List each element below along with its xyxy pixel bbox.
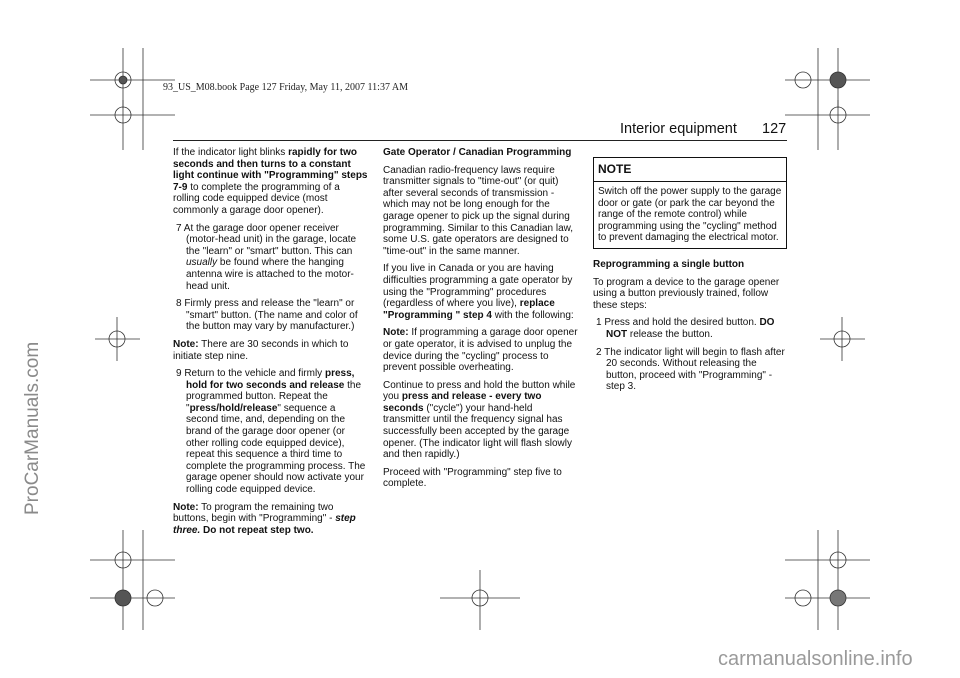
text: be found where the hanging antenna wire is attached to the motor-head unit. (186, 257, 354, 292)
text: If the indicator light blinks (173, 147, 289, 158)
emphasis: press, hold for two seconds and release (186, 368, 355, 391)
text: " sequence a second time, and, depending on the brand of the garage door opener (or other rolling code equipped device), repeat this sequence a third time to complete the programming process. The garage opener should now activate your rolling code equipped device. (186, 402, 366, 496)
column-middle (383, 147, 579, 496)
gate-operator-heading: Gate Operator / Canadian Programming (383, 147, 572, 158)
emphasis: DO NOT (606, 317, 775, 340)
emphasis: usually (186, 257, 218, 269)
emphasis: press/hold/release (189, 402, 278, 414)
paragraph: Proceed with "Programming" step five to complete. (383, 466, 562, 490)
paragraph: Canadian radio-frequency laws require transmitter signals to "time-out" (or quit) after several seconds of transmission - which may not be long enough for the garage opener to pick up the signal during programming. Similar to this Canadian law, some U.S. gate operators are designed to "time-out" in the same manner. (383, 164, 574, 257)
text: 9 Return to the vehicle and firmly (176, 368, 325, 380)
step-7 (173, 223, 369, 293)
emphasis: replace "Programming " step 4 (383, 298, 555, 321)
reprogramming-heading: Reprogramming a single button (593, 258, 745, 270)
emphasis: Do not repeat step two. (200, 524, 314, 536)
note-label: Note: (173, 338, 199, 350)
text: to complete the programming of a rolling code equipped device (most commonly a garage door opener). (173, 181, 340, 216)
text: Continue to press and hold the button while you (383, 379, 576, 403)
page-number: 127 (762, 121, 787, 137)
column-right (593, 157, 787, 399)
text: If you live in Canada or you are having difficulties programming a gate operator by using the "Programming" procedures (regardless of where you live), (383, 263, 573, 310)
paragraph: To program a device to the garage opener using a button previously trained, follow these steps: (593, 276, 780, 311)
step-8: 8 Firmly press and release the "learn" or "smart" button. (The name and color of the button may vary by manufacturer.) (176, 298, 358, 333)
emphasis: press and release - every two seconds (383, 391, 542, 414)
header-rule (173, 140, 787, 141)
note-1 (173, 339, 369, 362)
text: 1 Press and hold the desired button. (596, 317, 760, 329)
step-2: 2 The indicator light will begin to flash after 20 seconds. Without releasing the button, proceed with "Programming" - step 3. (596, 346, 785, 393)
section-title: Interior equipment (620, 121, 737, 137)
reprogramming-section (593, 259, 787, 393)
note-box (593, 157, 787, 249)
emphasis: rapidly for two seconds and then turns to a constant light continue with "Programming" steps 7-9 (173, 147, 368, 193)
side-watermark: ProCarManuals.com (22, 341, 43, 515)
text: There are 30 seconds in which to initiate step nine. (173, 338, 349, 362)
text: release the button. (627, 328, 713, 340)
column-left (173, 147, 369, 542)
note-2 (173, 502, 369, 537)
intro-paragraph (173, 147, 369, 217)
bottom-watermark: carmanualsonline.info (718, 648, 913, 670)
emphasis: step three. (173, 513, 356, 536)
note-box-text: Switch off the power supply to the garage door or gate (or park the car beyond the range of the remote control) while programming using the "cycling" method to prevent damaging the electrical motor. (598, 186, 782, 244)
step-9 (173, 368, 369, 496)
note-box-title: NOTE (594, 158, 786, 182)
text: 7 At the garage door opener receiver (motor-head unit) in the garage, locate the "learn" or "smart" button. This can (176, 222, 357, 257)
file-info: 93_US_M08.book Page 127 Friday, May 11, 2007 11:37 AM (163, 82, 408, 93)
text: To program the remaining two buttons, begin with "Programming" - (173, 501, 336, 525)
note (383, 327, 579, 373)
paragraph (383, 380, 579, 461)
note-label: Note: (173, 501, 199, 513)
paragraph (383, 263, 579, 321)
text: with the following: (491, 309, 574, 321)
step-1 (593, 317, 787, 340)
text: If programming a garage door opener or gate operator, it is advised to unplug the device during the "cycling" process to prevent possible overheating. (383, 327, 578, 374)
note-label: Note: (383, 327, 409, 339)
text: the programmed button. Repeat the " (186, 379, 362, 414)
text: ("cycle") your hand-held transmitter until the frequency signal has successfully been accepted by the garage opener. (The indicator light will flash slowly and then rapidly.) (383, 402, 572, 461)
